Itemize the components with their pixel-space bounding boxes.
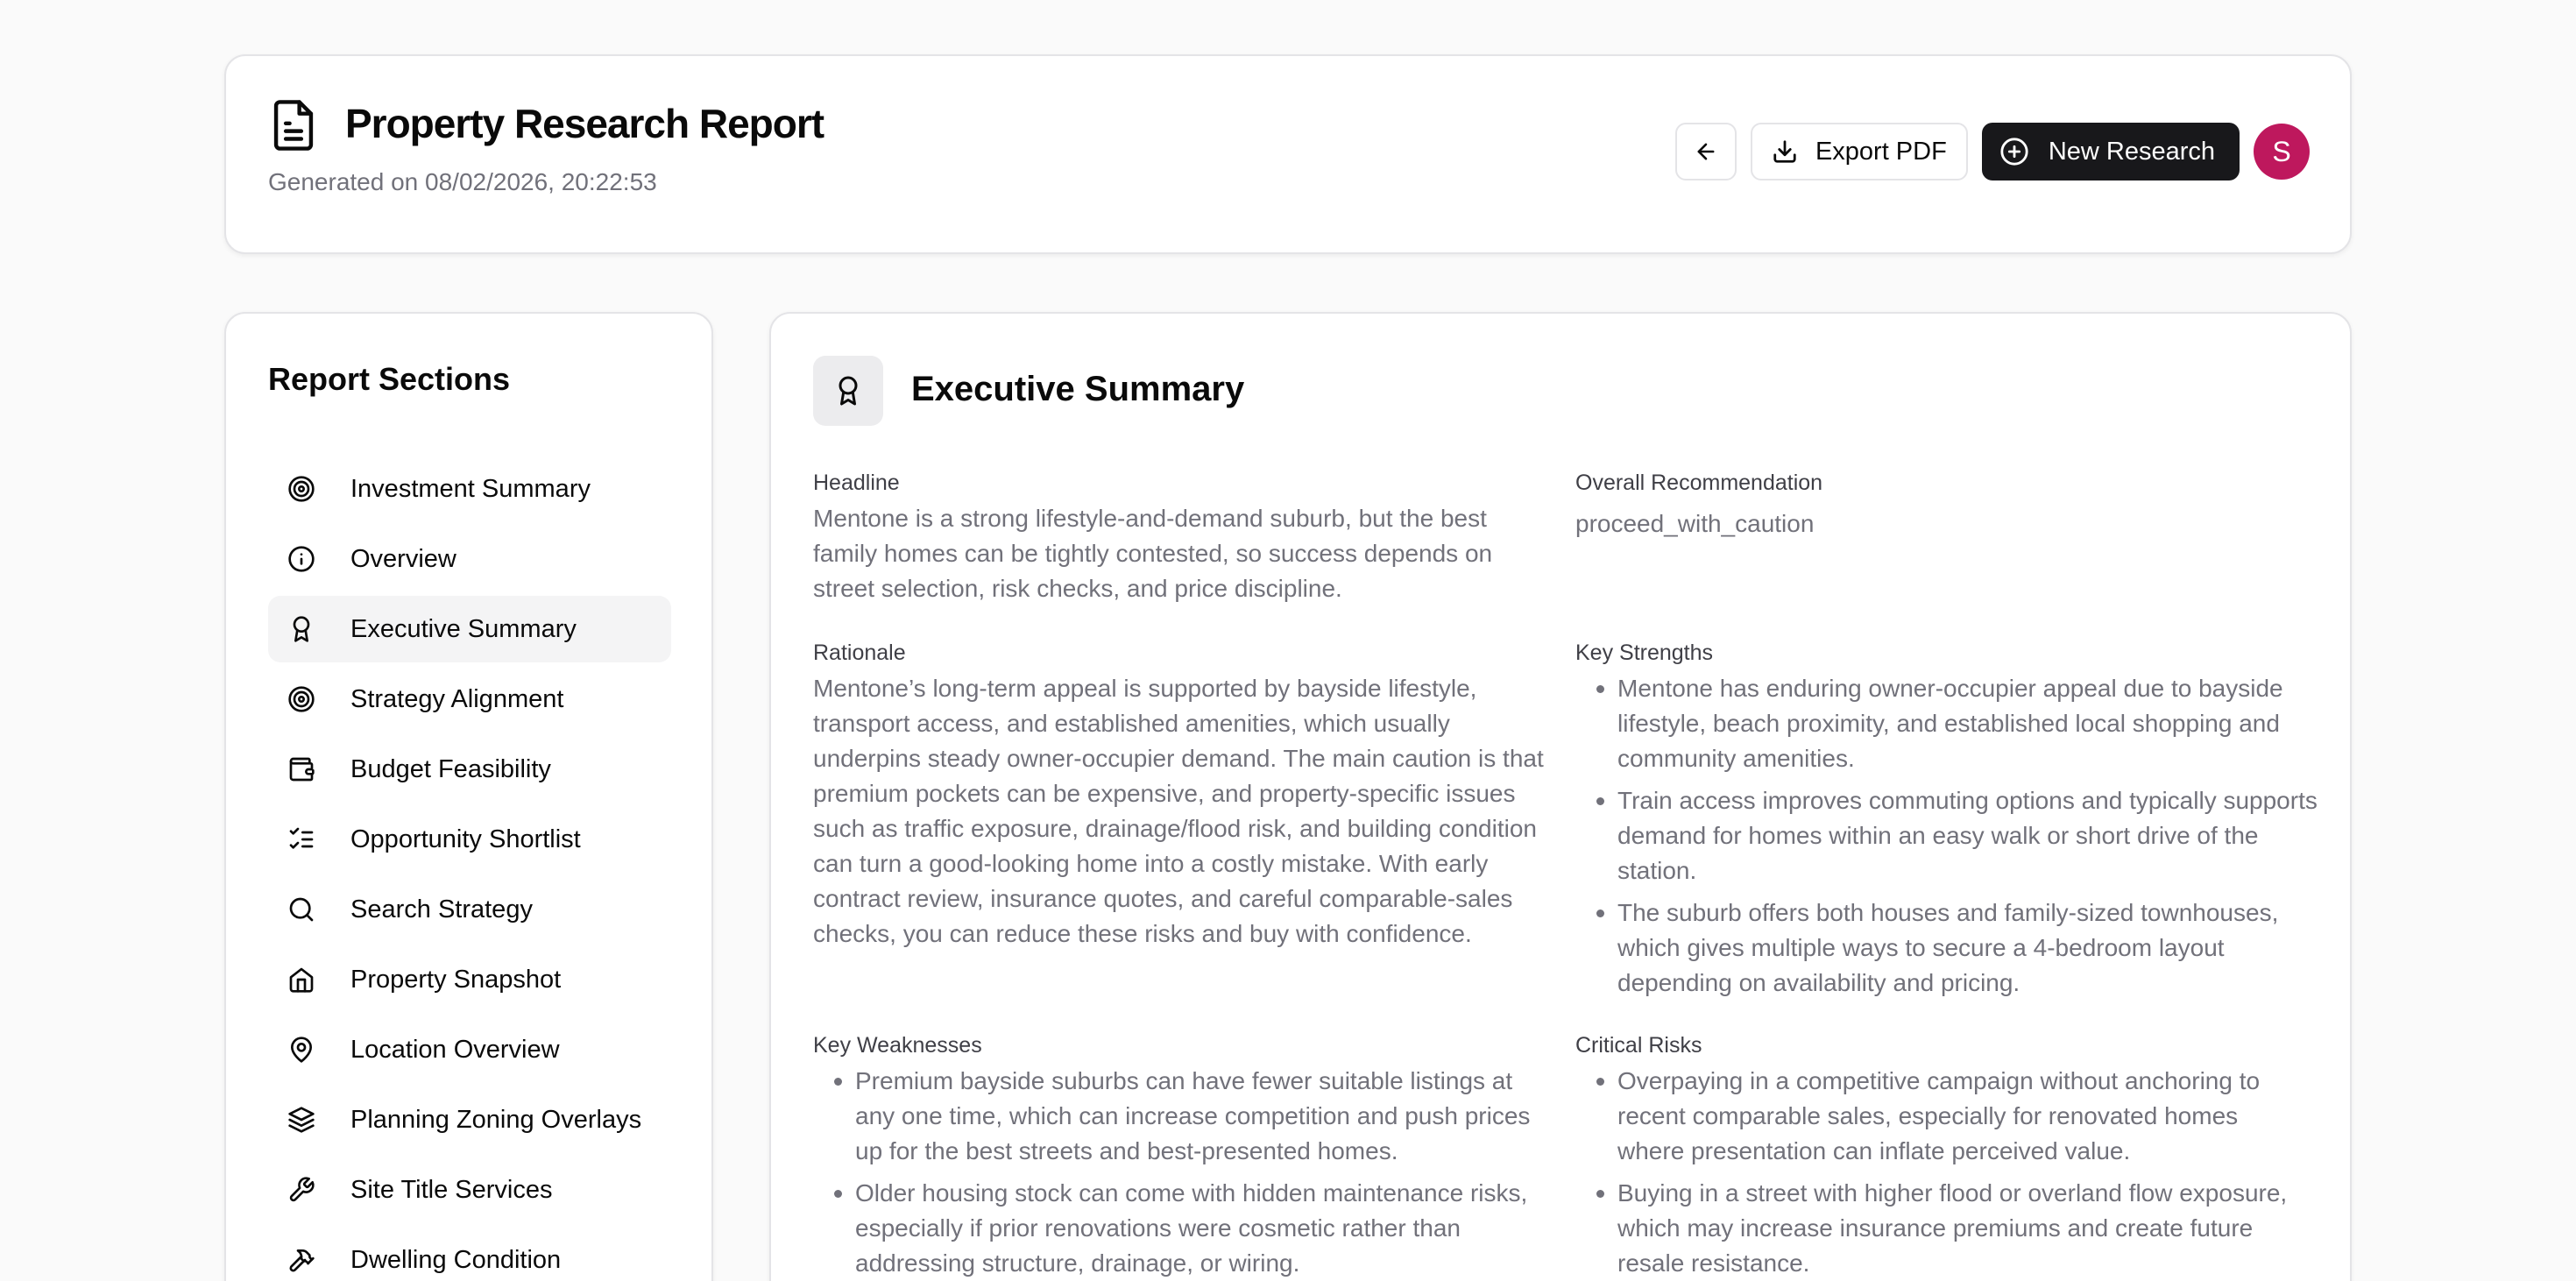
sidebar-item-label: Location Overview bbox=[350, 1035, 560, 1064]
home-icon bbox=[287, 966, 315, 994]
info-icon bbox=[287, 545, 315, 573]
headline-text: Mentone is a strong lifestyle-and-demand suburb, but the best family homes can be tightly contested, so success depends on street selection, risk checks, and price discipline. bbox=[813, 505, 1493, 602]
risks-label: Critical Risks bbox=[1575, 1033, 1702, 1058]
recommendation-field bbox=[1575, 468, 2311, 541]
sidebar-item-location-overview[interactable] bbox=[268, 1016, 671, 1083]
sidebar-item-label: Investment Summary bbox=[350, 474, 591, 503]
section-icon bbox=[813, 356, 883, 426]
sidebar-item-label: Property Snapshot bbox=[350, 965, 562, 994]
new-research-button[interactable] bbox=[1982, 123, 2240, 180]
sidebar-title: Report Sections bbox=[268, 361, 511, 397]
award-icon bbox=[832, 375, 864, 407]
plus-circle-icon bbox=[1999, 137, 2029, 166]
sidebar-item-label: Executive Summary bbox=[350, 614, 577, 643]
executive-summary-panel bbox=[769, 312, 2352, 1281]
sidebar-item-label: Planning Zoning Overlays bbox=[350, 1105, 642, 1134]
list-item: Overpaying in a competitive campaign without anchoring to recent comparable sales, especially for renovated homes where presentation can inflate perceived value. bbox=[1575, 1064, 2311, 1169]
sidebar-item-investment-summary[interactable] bbox=[268, 456, 671, 522]
key-weaknesses-field bbox=[813, 1030, 1549, 1281]
arrow-left-icon bbox=[1694, 139, 1718, 164]
generated-timestamp: Generated on 08/02/2026, 20:22:53 bbox=[268, 168, 657, 195]
sidebar-item-opportunity-shortlist[interactable] bbox=[268, 806, 671, 873]
key-strengths-field bbox=[1575, 638, 2320, 1008]
rationale-label: Rationale bbox=[813, 640, 906, 665]
target-icon bbox=[287, 685, 315, 713]
hammer-icon bbox=[287, 1246, 315, 1274]
map-pin-icon bbox=[287, 1036, 315, 1064]
weaknesses-label: Key Weaknesses bbox=[813, 1033, 982, 1058]
page-title: Property Research Report bbox=[345, 101, 824, 146]
list-item: Mentone has enduring owner-occupier appeal due to bayside lifestyle, beach proximity, and established local shopping and community amenities. bbox=[1575, 671, 2320, 776]
rationale-field bbox=[813, 638, 1549, 952]
export-pdf-label: Export PDF bbox=[1815, 137, 1947, 166]
report-sections-sidebar bbox=[224, 312, 713, 1281]
sidebar-item-site-title-services[interactable] bbox=[268, 1157, 671, 1223]
sidebar-item-search-strategy[interactable] bbox=[268, 876, 671, 943]
sidebar-item-executive-summary[interactable] bbox=[268, 596, 671, 662]
new-research-label: New Research bbox=[2048, 137, 2215, 166]
recommendation-value: proceed_with_caution bbox=[1575, 510, 1815, 537]
header-actions bbox=[1675, 121, 2310, 182]
sidebar-item-strategy-alignment[interactable] bbox=[268, 666, 671, 733]
back-button[interactable] bbox=[1675, 123, 1737, 180]
section-nav bbox=[268, 456, 671, 1281]
wallet-icon bbox=[287, 755, 315, 783]
sidebar-item-label: Search Strategy bbox=[350, 895, 533, 924]
sidebar-item-label: Opportunity Shortlist bbox=[350, 825, 581, 853]
user-avatar[interactable]: S bbox=[2254, 124, 2310, 180]
layers-icon bbox=[287, 1106, 315, 1134]
list-item: Buying in a street with higher flood or overland flow exposure, which may increase insurance premiums and create future resale resistance. bbox=[1575, 1176, 2311, 1281]
list-checks-icon bbox=[287, 825, 315, 853]
sidebar-item-property-snapshot[interactable] bbox=[268, 946, 671, 1013]
list-item: Premium bayside suburbs can have fewer suitable listings at any one time, which can increase competition and push prices up for the best streets and best-presented homes. bbox=[813, 1064, 1549, 1169]
sidebar-item-planning-zoning-overlays[interactable] bbox=[268, 1086, 671, 1153]
recommendation-label: Overall Recommendation bbox=[1575, 471, 1823, 495]
weaknesses-list bbox=[813, 1064, 1549, 1281]
sidebar-item-label: Site Title Services bbox=[350, 1175, 553, 1204]
rationale-text: Mentone’s long-term appeal is supported by bayside lifestyle, transport access, and established amenities, which usually underpins steady owner-occupier demand. The main caution is that premium pockets can be expensive, and property-specific issues such as traffic exposure, drainage/flood risk, and building condition can turn a good-looking home into a costly mistake. With early contract review, insurance quotes, and careful comparable-sales checks, you can reduce these risks and buy with confidence. bbox=[813, 675, 1544, 947]
list-item: Train access improves commuting options and typically supports demand for homes within an easy walk or short drive of the station. bbox=[1575, 783, 2320, 888]
sidebar-item-label: Overview bbox=[350, 544, 456, 573]
sidebar-item-label: Dwelling Condition bbox=[350, 1245, 562, 1274]
download-icon bbox=[1772, 138, 1798, 165]
headline-label: Headline bbox=[813, 471, 900, 495]
section-title: Executive Summary bbox=[911, 370, 1245, 408]
risks-list bbox=[1575, 1064, 2311, 1281]
report-header bbox=[224, 54, 2352, 254]
critical-risks-field bbox=[1575, 1030, 2311, 1281]
list-item: Older housing stock can come with hidden maintenance risks, especially if prior renovations were cosmetic rather than addressing structure, drainage, or wiring. bbox=[813, 1176, 1549, 1281]
search-icon bbox=[287, 895, 315, 924]
strengths-list bbox=[1575, 671, 2320, 1001]
list-item: The suburb offers both houses and family-sized townhouses, which gives multiple ways to secure a 4-bedroom layout depending on availability and pricing. bbox=[1575, 895, 2320, 1001]
file-text-icon bbox=[270, 98, 317, 152]
sidebar-item-label: Budget Feasibility bbox=[350, 754, 551, 783]
sidebar-item-overview[interactable] bbox=[268, 526, 671, 592]
target-icon bbox=[287, 475, 315, 503]
strengths-label: Key Strengths bbox=[1575, 640, 1714, 665]
export-pdf-button[interactable] bbox=[1751, 123, 1968, 180]
sidebar-item-label: Strategy Alignment bbox=[350, 684, 564, 713]
award-icon bbox=[287, 615, 315, 643]
sidebar-item-dwelling-condition[interactable] bbox=[268, 1227, 671, 1281]
headline-field bbox=[813, 468, 1549, 606]
wrench-icon bbox=[287, 1176, 315, 1204]
sidebar-item-budget-feasibility[interactable] bbox=[268, 736, 671, 803]
